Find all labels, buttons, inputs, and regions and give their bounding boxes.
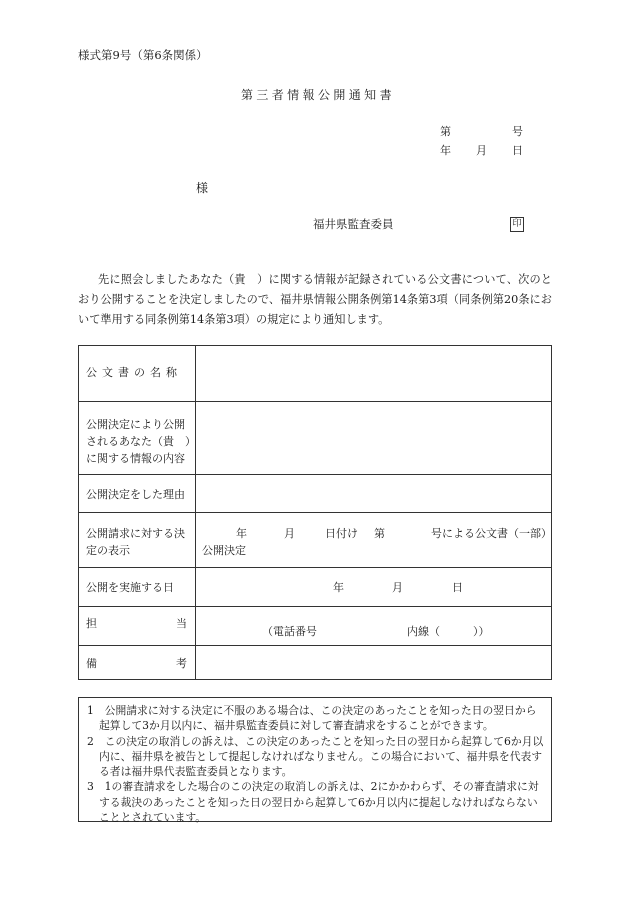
impl-month: 月 (392, 581, 403, 594)
note-1: 1 公開請求に対する決定に不服のある場合は、この決定のあったことを知った日の翌日から起算して3か月以内に、福井県監査委員に対して審査請求をすることができます。 (87, 704, 537, 733)
decision-suffix: 号による公文書（一部）公開決定 (202, 527, 547, 557)
table-row (79, 607, 552, 646)
table-row (79, 646, 552, 680)
label-info-content: 公開決定により公開されるあなた（貴 ）に関する情報の内容 (86, 418, 191, 465)
note-3: 3 1の審査請求をした場合のこの決定の取消しの訴えは、2にかかわらず、その審査請求に対する裁決のあったことを知った日の翌日から起算して6か月以内に提起しなければならないこととされています。 (87, 780, 539, 825)
impl-year: 年 (333, 581, 344, 594)
value-implementation-date[interactable] (196, 568, 552, 607)
label-reason: 公開決定をした理由 (86, 488, 185, 501)
decision-year: 年 (236, 527, 247, 540)
value-remarks[interactable] (196, 646, 552, 680)
staff-phone: （電話番号 (262, 625, 317, 638)
value-reason[interactable] (196, 475, 552, 513)
label-remarks-left: 備 (86, 657, 97, 670)
decision-no: 第 (374, 527, 385, 540)
table-row (79, 402, 552, 475)
form-number: 様式第9号（第6条関係） (78, 48, 208, 62)
table-row (79, 346, 552, 402)
seal-mark: 印 (510, 217, 524, 232)
value-info-content[interactable] (196, 402, 552, 475)
staff-extension: 内線（ ）） (407, 625, 490, 638)
label-staff-right: 当 (176, 617, 187, 630)
label-decision: 公開請求に対する決定の表示 (86, 527, 185, 557)
number-prefix: 第 (440, 125, 451, 138)
intro-paragraph: 先に照会しましたあなた（貴 ）に関する情報が記録されている公文書について、次のとおり公開することを決定しましたので、福井県情報公開条例第14条第3項（同条例第20条において準用する同条例第14条第3項）の規定により通知します。 (78, 273, 552, 326)
table-row (79, 513, 552, 568)
note-2: 2 この決定の取消しの訴えは、この決定のあったことを知った日の翌日から起算して6か月以内に、福井県を被告として提起しなければなりません。この場合において、福井県を代表する者は福井県代表監査委員となります。 (87, 734, 544, 779)
value-decision[interactable] (196, 513, 552, 568)
value-staff[interactable] (196, 607, 552, 646)
table-row (79, 568, 552, 607)
document-title: 第三者情報公開通知書 (240, 88, 395, 102)
decision-month: 月 (284, 527, 295, 540)
label-document-name: 公文書の名称 (86, 366, 182, 379)
label-staff-left: 担 (86, 617, 97, 630)
date-day: 日 (512, 144, 523, 157)
value-document-name[interactable] (196, 346, 552, 402)
number-suffix: 号 (512, 125, 523, 138)
addressee-honorific: 様 (196, 181, 209, 195)
issuer-name: 福井県監査委員 (313, 217, 394, 231)
date-month: 月 (476, 144, 487, 157)
table-row (79, 475, 552, 513)
notes-box (78, 697, 552, 825)
label-remarks-right: 考 (176, 657, 187, 670)
date-year: 年 (440, 144, 451, 157)
label-implementation-date: 公開を実施する日 (86, 581, 174, 594)
notice-table (78, 345, 552, 680)
impl-day: 日 (452, 581, 463, 594)
decision-dated: 日付け (325, 527, 358, 540)
